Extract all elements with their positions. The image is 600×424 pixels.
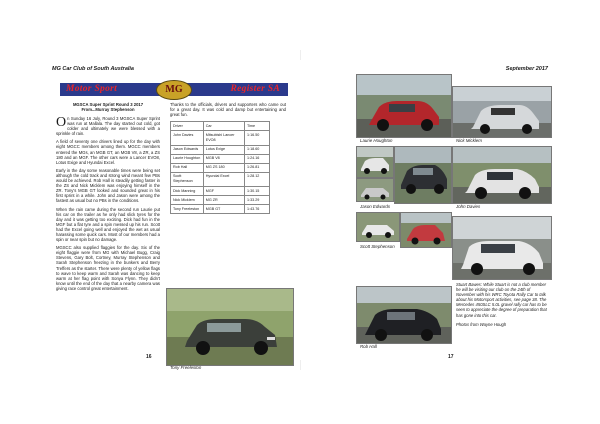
photo-jason-edwards-b: [394, 146, 452, 204]
table-cell: Tony Freeleston: [171, 205, 204, 214]
page-number-right: 17: [448, 354, 454, 360]
mg-badge-icon: [156, 80, 192, 100]
table-cell: 1:26.81: [245, 163, 270, 172]
table-cell: 1:16.50: [245, 131, 270, 145]
caption-tony: Tony Freeleston: [170, 365, 202, 370]
table-row: [171, 196, 270, 205]
club-header: MG Car Club of South Australia: [52, 66, 134, 72]
table-cell: MGF: [203, 187, 244, 196]
article-title: [56, 102, 160, 112]
photo-rob-hall: [356, 286, 452, 344]
article-paragraph: When the rain came during the second run Laurie put his car on the trailer as he only had slick tyres for the day and it was getting too exciting. Dick had fun in the MGF but a flat tyre and a spin messed up his run. Scott had the Excel going well and enjoyed the wet as usual harassing some quick cars. Most of our members had a spin or near spin but no damage.: [56, 206, 160, 243]
car-photo-image: [395, 147, 451, 203]
article-column-1: [56, 102, 160, 294]
car-photo-image: [401, 213, 451, 247]
photo-credit: Photos from Wayne Hough: [456, 321, 507, 327]
table-cell: 1:18.60: [245, 145, 270, 154]
table-cell: Rob Hall: [171, 163, 204, 172]
car-photo-image: [357, 75, 451, 137]
table-cell: Scott Stephenson: [171, 172, 204, 186]
table-cell: John Davies: [171, 131, 204, 145]
photo-laurie-houghton: [356, 74, 452, 138]
table-header: Car: [203, 122, 244, 131]
table-row: [171, 187, 270, 196]
table-row: [171, 145, 270, 154]
note-text: Stuart Bawes: While Stuart is not a club member he will be visiting our club on the 24th of November with his WRC Toyota Rally Car to talk about his Motorsport activities, see page 38. The Mercedes 450SLC 5.0L gravel rally car has to be seen to appreciate the degree of preparation that has gone into this car.: [456, 282, 547, 318]
table-cell: 1:33.29: [245, 196, 270, 205]
logo-left-text: Motor Sport: [66, 84, 118, 94]
caption-scott: Scott Stephenson: [360, 244, 395, 249]
photo-stuart-bawes: [452, 216, 552, 280]
table-cell: Dick Manning: [171, 187, 204, 196]
car-photo-image: [453, 87, 551, 137]
table-row: [171, 163, 270, 172]
motor-sport-register-logo: [60, 80, 288, 98]
photo-tony-freeleston: [166, 288, 294, 366]
paragraph-text: n Sunday 16 July, Round 3 MGSCA Super Sprint was run at Mallala. The day started out cold, got colder and ultimately we were blessed with a sprinkle of rain.: [56, 116, 160, 137]
photo-scott-stephenson-b: [400, 212, 452, 248]
caption-nick: Nick Micklem: [456, 138, 482, 143]
photo-jason-edwards-c: [356, 178, 394, 202]
table-cell: MG ZS 180: [203, 163, 244, 172]
caption-jason: Jason Edwards: [360, 204, 391, 209]
photo-jason-edwards-a: [356, 146, 394, 178]
table-header: Time: [245, 122, 270, 131]
table-row: [171, 131, 270, 145]
car-photo-image: [357, 179, 393, 201]
table-cell: Lotus Exige: [203, 145, 244, 154]
article-column-2: [170, 102, 286, 214]
table-cell: 1:28.12: [245, 172, 270, 186]
page-number-left: 16: [146, 354, 152, 360]
car-photo-image: [357, 287, 451, 343]
photo-john-davies: [452, 146, 552, 204]
photo-scott-stephenson-a: [356, 212, 400, 242]
right-page: [352, 60, 552, 360]
table-row: [171, 205, 270, 214]
car-photo-image: [453, 217, 551, 279]
table-cell: Nick Micklem: [171, 196, 204, 205]
article-paragraph: Early in the day some reasonable times were being set although the cold track and strong wind meant few PBs would be achieved. Rob Hall is steadily getting faster in the ZS and Nick Micklem was enjoying himself in the ZR. Tony’s MGB GT looked and sounded great in his first sprint in a while. John and Jason were among the fastest as usual but no PBs in the conditions.: [56, 167, 160, 204]
article-paragraph: MGSCC also supplied flaggies for the day. Six of the eight flaggie were from MG with Michael Bugg, Craig Stevens, Gary Bolt, Cortney, Murray Stephenson and Sarah Stephenson freezing in the bunkers and Berry Treffers as the starter. There were plenty of yellow flags to wave to keep warm and Sarah was dancing to keep warm at her flag point with Sonya Flynn. They didn’t know until the end of the day that a nearby camera was giving race control great entertainment.: [56, 245, 160, 291]
table-header: Driver: [171, 122, 204, 131]
table-header-row: [171, 122, 270, 131]
caption-rob: Rob Hall: [360, 344, 377, 349]
results-table: [170, 121, 270, 214]
table-cell: MG ZR: [203, 196, 244, 205]
table-cell: MGB V8: [203, 154, 244, 163]
table-cell: 1:43.76: [245, 205, 270, 214]
caption-laurie: Laurie Houghton: [360, 138, 393, 143]
car-photo-image: [453, 147, 551, 203]
car-photo-image: [357, 213, 399, 241]
badge-text: MG: [165, 84, 183, 95]
table-cell: Mitsubishi Lancer EVO8: [203, 131, 244, 145]
table-cell: MGB GT: [203, 205, 244, 214]
article-paragraph: Thanks to the officials, drivers and supporters who came out for a great day. It was cold and damp but entertaining and great fun.: [170, 102, 286, 118]
article-title-line2: From...Murray Stephenson: [81, 107, 135, 112]
article-paragraph: [56, 116, 160, 136]
date-header: September 2017: [505, 66, 548, 72]
table-cell: 1:30.15: [245, 187, 270, 196]
table-row: [171, 172, 270, 186]
caption-john: John Davies: [456, 204, 481, 209]
table-cell: Hyundai Excel: [203, 172, 244, 186]
stuart-bawes-note: [456, 282, 548, 327]
car-photo-image: [357, 147, 393, 177]
car-photo-image: [167, 289, 293, 365]
table-cell: Laurie Houghton: [171, 154, 204, 163]
photo-nick-micklem: [452, 86, 552, 138]
logo-right-text: Register SA: [230, 84, 280, 94]
article-paragraph: A field of seventy one drivers lined up for the day with eight MGCC members among them. MGCC members entered the MGs, an MGB GT, an MGB V8, a ZR, a ZS 180 and an MGF. The other cars were a Lancer EVO8, Lotus Exige and Hyundai Excel.: [56, 139, 160, 165]
left-page: [52, 60, 302, 370]
drop-cap: O: [56, 115, 67, 130]
table-cell: Jason Edwards: [171, 145, 204, 154]
table-cell: 1:24.16: [245, 154, 270, 163]
table-row: [171, 154, 270, 163]
article-title-line1: MGSCA Super Sprint Round 3 2017: [72, 102, 144, 107]
